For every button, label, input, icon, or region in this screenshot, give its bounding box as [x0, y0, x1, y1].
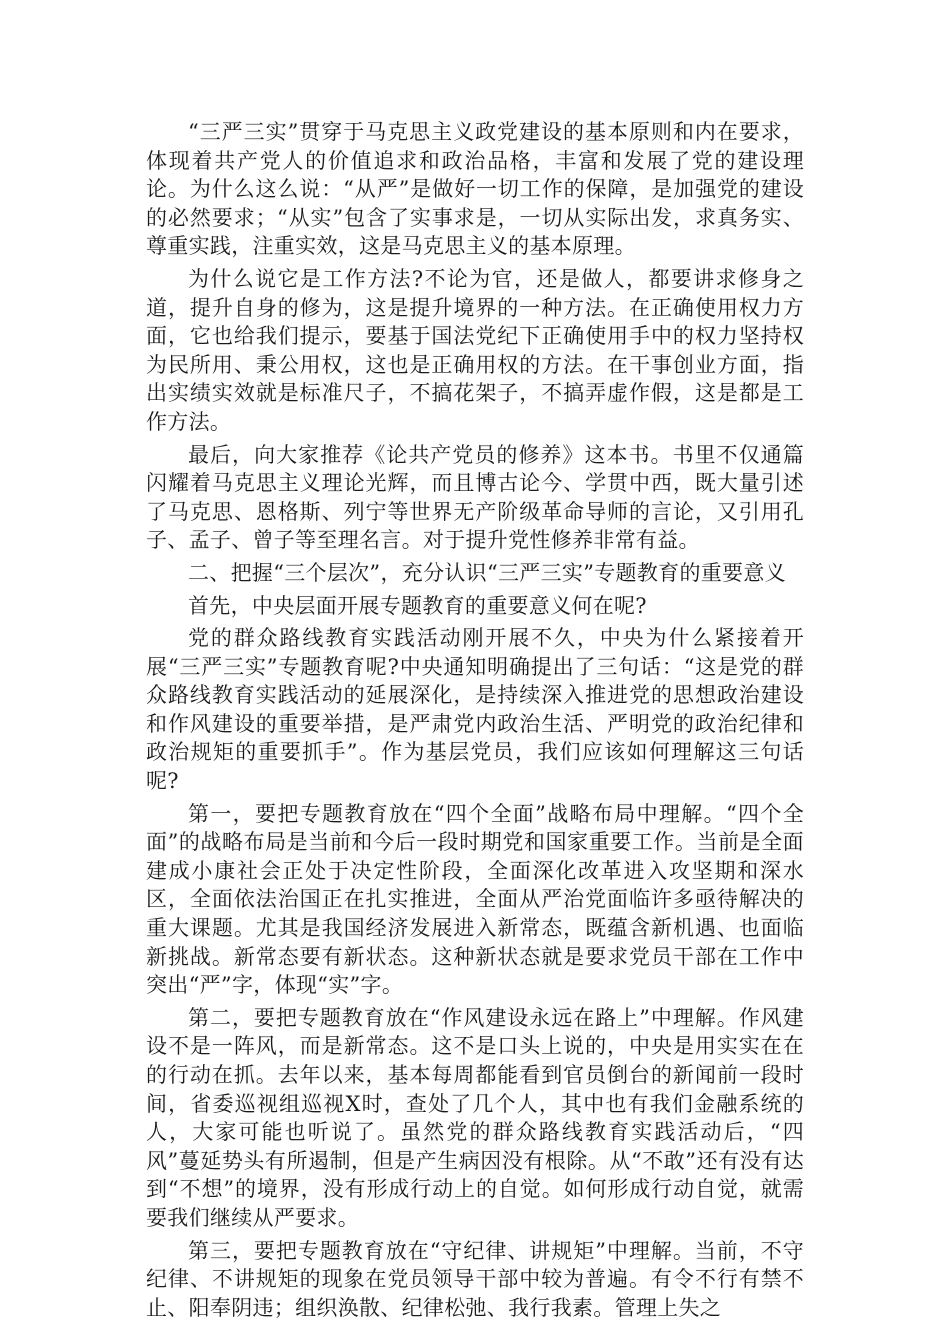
paragraph-6: 第一，要把专题教育放在“四个全面”战略布局中理解。“四个全面”的战略布局是当前和今后一段时期党和国家重要工作。当前是全面建成小康社会正处于决定性阶段，全面深化改革进入攻坚期和深水区，全面依法治国正在扎实推进，全面从严治党面临许多亟待解决的重大课题。尤其是我国经济发展进入新常态，既蕴含新机遇、也面临新挑战。新常态要有新状态。这种新状态就是要求党员干部在工作中突出“严”字，体现“实”字。: [146, 801, 804, 998]
paragraph-5: 党的群众路线教育实践活动刚开展不久，中央为什么紧接着开展“三严三实”专题教育呢?中央通知明确提出了三句话：“这是党的群众路线教育实践活动的延展深化，是持续深入推进党的思想政治建设和作风建设的重要举措，是严肃党内政治生活、严明党的政治纪律和政治规矩的重要抓手”。作为基层党员，我们应该如何理解这三句话呢?: [146, 626, 804, 794]
paragraph-3: 最后，向大家推荐《论共产党员的修养》这本书。书里不仅通篇闪耀着马克思主义理论光辉，而且博古论今、学贯中西，既大量引述了马克思、恩格斯、列宁等世界无产阶级革命导师的言论，又引用孔子、孟子、曾子等至理名言。对于提升党性修养非常有益。: [146, 442, 804, 553]
section-heading: 二、把握“三个层次”，充分认识“三严三实”专题教育的重要意义: [188, 560, 786, 585]
paragraph-7: 第二，要把专题教育放在“作风建设永远在路上”中理解。作风建设不是一阵风，而是新常态。这不是口头上说的，中央是用实实在在的行动在抓。去年以来，基本每周都能看到官员倒台的新闻前一段时间，省委巡视组巡视X时，查处了几个人，其中也有我们金融系统的人，大家可能也听说了。虽然党的群众路线教育实践活动后，“四风”蔓延势头有所遏制，但是产生病因没有根除。从“不敢”还有没有达到“不想”的境界，没有形成行动上的自觉。如何形成行动自觉，就需要我们继续从严要求。: [146, 1005, 804, 1230]
document-page: [146, 118, 804, 1326]
paragraph-4: 首先，中央层面开展专题教育的重要意义何在呢?: [188, 593, 647, 618]
paragraph-2: 为什么说它是工作方法?不论为官，还是做人，都要讲求修身之道，提升自身的修为，这是提升境界的一种方法。在正确使用权力方面，它也给我们提示，要基于国法党纪下正确使用手中的权力坚持权为民所用、秉公用权，这也是正确用权的方法。在干事创业方面，指出实绩实效就是标准尺子，不搞花架子，不搞弄虚作假，这是都是工作方法。: [146, 266, 804, 434]
paragraph-1: “三严三实”贯穿于马克思主义政党建设的基本原则和内在要求，体现着共产党人的价值追求和政治品格，丰富和发展了党的建设理论。为什么这么说：“从严”是做好一切工作的保障，是加强党的建设的必然要求；“从实”包含了实事求是，一切从实际出发，求真务实、尊重实践，注重实效，这是马克思主义的基本原理。: [146, 120, 804, 259]
paragraph-8: 第三，要把专题教育放在“守纪律、讲规矩”中理解。当前，不守纪律、不讲规矩的现象在党员领导干部中较为普遍。有令不行有禁不止、阳奉阴违；组织涣散、纪律松弛、我行我素。管理上失之: [146, 1238, 804, 1320]
